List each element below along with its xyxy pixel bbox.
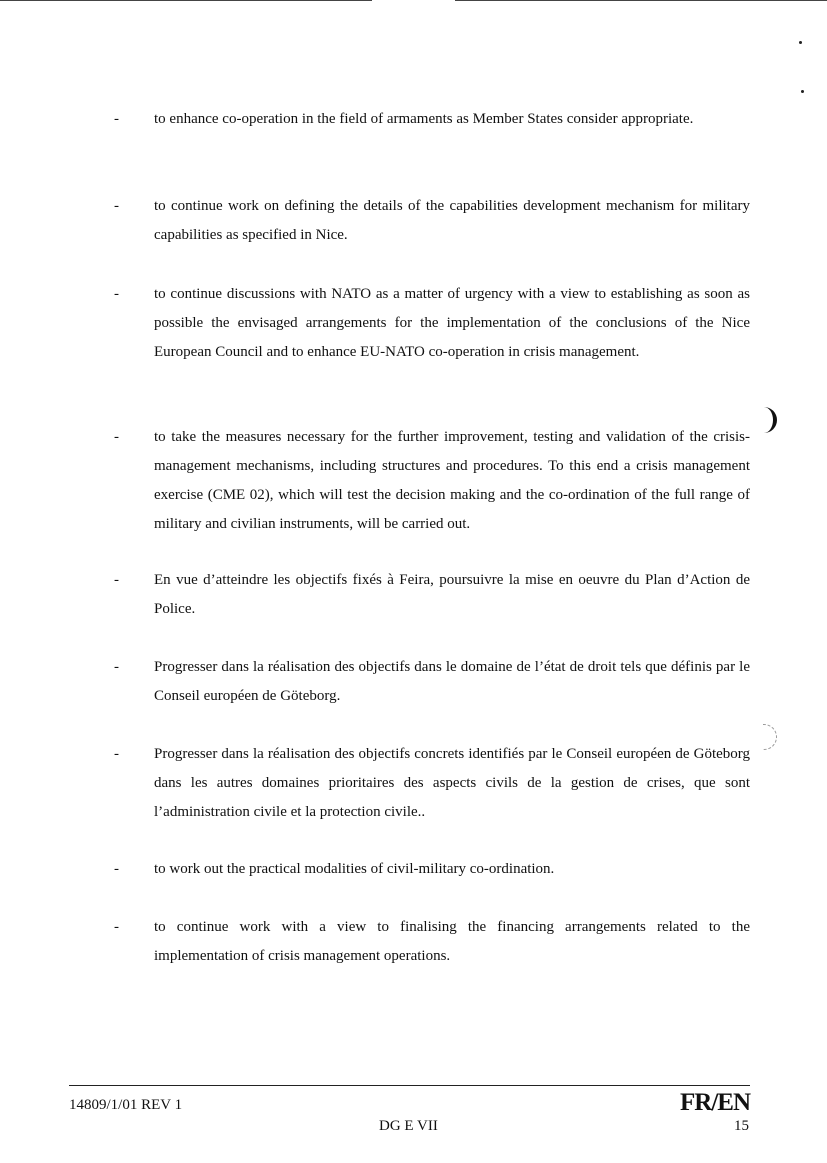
language-code: FR/EN xyxy=(680,1089,750,1116)
top-rule-left xyxy=(0,0,372,1)
list-item-text: En vue d’atteindre les objectifs fixés à Feira, poursuivre la mise en oeuvre du Plan d’Action de Police. xyxy=(154,572,750,617)
list-item-text: Progresser dans la réalisation des objectifs concrets identifiés par le Conseil européen de Göteborg dans les autres domaines prioritaires des aspects civils de la gestion de crises, que sont l’administration civile et la protection civile.. xyxy=(154,746,750,820)
footer-rule xyxy=(69,1085,750,1086)
bullet-dash: - xyxy=(114,286,119,302)
list-item-text: to continue work on defining the details of the capabilities development mechanism for military capabilities as specified in Nice. xyxy=(154,198,750,243)
bullet-dash: - xyxy=(114,111,119,127)
bullet-dash: - xyxy=(114,919,119,935)
list-item-text: to take the measures necessary for the further improvement, testing and validation of the crisis-management mechanisms, including structures and procedures. To this end a crisis management exercise (CME 02), which will test the decision making and the co-ordination of the full range of military and civilian instruments, will be carried out. xyxy=(154,429,750,532)
bullet-dash: - xyxy=(114,429,119,445)
scan-speck xyxy=(801,90,804,93)
list-item-text: Progresser dans la réalisation des objectifs dans le domaine de l’état de droit tels que définis par le Conseil européen de Göteborg. xyxy=(154,659,750,704)
document-reference: 14809/1/01 REV 1 xyxy=(69,1097,183,1113)
list-item-text: to continue work with a view to finalising the financing arrangements related to the implementation of crisis management operations. xyxy=(154,919,750,964)
list-item-text: to continue discussions with NATO as a matter of urgency with a view to establishing as soon as possible the envisaged arrangements for the implementation of the conclusions of the Nice European Council and to enhance EU-NATO co-operation in crisis management. xyxy=(154,286,750,360)
bullet-dash: - xyxy=(114,198,119,214)
punch-hole-mark-faint xyxy=(763,724,777,750)
scan-speck xyxy=(799,41,802,44)
punch-hole-mark xyxy=(763,407,777,433)
directorate: DG E VII xyxy=(379,1118,438,1134)
top-rule-right xyxy=(455,0,827,1)
list-item-text: to enhance co-operation in the field of armaments as Member States consider appropriate. xyxy=(154,111,694,127)
page-number: 15 xyxy=(734,1118,749,1134)
bullet-dash: - xyxy=(114,861,119,877)
list-item-text: to work out the practical modalities of civil-military co-ordination. xyxy=(154,861,555,877)
bullet-dash: - xyxy=(114,659,119,675)
bullet-dash: - xyxy=(114,572,119,588)
bullet-dash: - xyxy=(114,746,119,762)
